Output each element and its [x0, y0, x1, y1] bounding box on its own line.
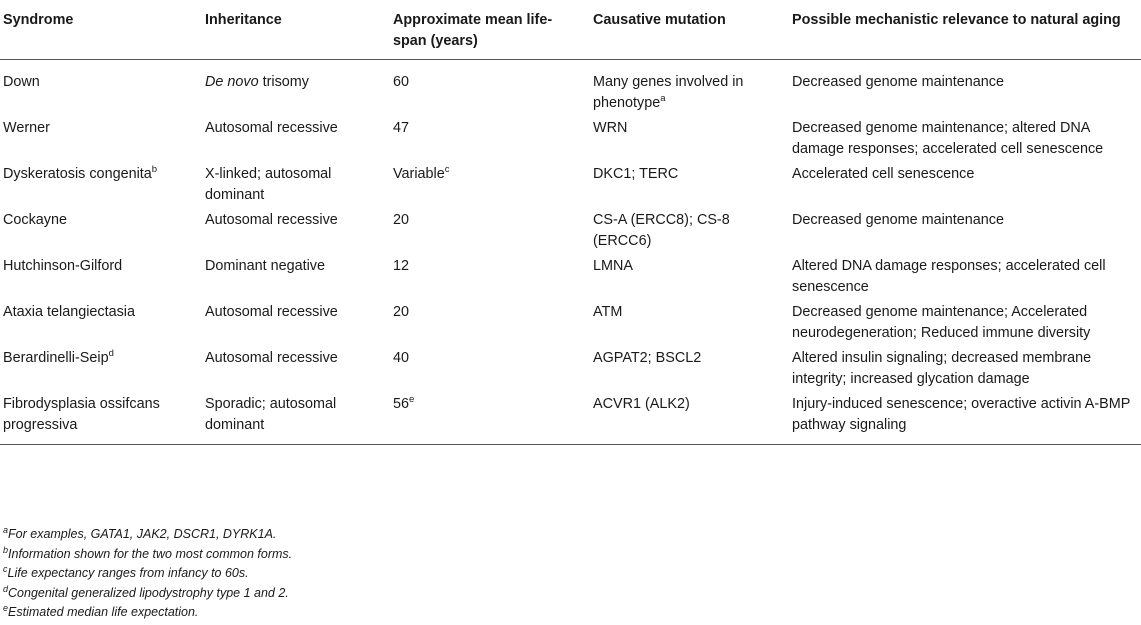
- header-relevance: Possible mechanistic relevance to natural aging: [792, 4, 1141, 60]
- cell-mutation-mutation: CS-A (ERCC8); CS-8 (ERCC6): [593, 212, 730, 249]
- cell-mutation: [593, 256, 792, 302]
- cell-mutation-mutation-sup: a: [660, 93, 666, 104]
- cell-inheritance: [205, 256, 393, 302]
- cell-lifespan: [393, 210, 593, 256]
- cell-inheritance-inheritance: trisomy: [258, 74, 309, 90]
- footnote-text: Life expectancy ranges from infancy to 60s.: [7, 566, 249, 580]
- cell-inheritance: [205, 348, 393, 394]
- cell-syndrome-syndrome: Down: [3, 74, 40, 90]
- cell-lifespan-lifespan: 20: [393, 212, 410, 228]
- cell-syndrome-syndrome: Hutchinson-Gilford: [3, 258, 123, 274]
- footnote-text: Estimated median life expectation.: [8, 605, 199, 619]
- cell-lifespan-lifespan: 60: [393, 74, 410, 90]
- cell-lifespan-lifespan: 47: [393, 120, 410, 136]
- cell-inheritance: [205, 210, 393, 256]
- cell-inheritance-inheritance: Autosomal recessive: [205, 350, 338, 366]
- cell-inheritance-inheritance: Autosomal recessive: [205, 120, 338, 136]
- table-row: [0, 60, 1141, 119]
- footnote-mark: b: [3, 544, 9, 555]
- cell-relevance-relevance: Decreased genome maintenance: [792, 74, 1004, 90]
- cell-syndrome-syndrome-sup: d: [108, 348, 114, 359]
- header-inheritance: Inheritance: [205, 4, 393, 60]
- cell-syndrome-syndrome: Fibrodysplasia ossifcans progressiva: [3, 396, 160, 433]
- cell-lifespan: [393, 256, 593, 302]
- cell-lifespan-lifespan: 20: [393, 304, 410, 320]
- cell-inheritance-inheritance: X-linked; autosomal dominant: [205, 166, 332, 203]
- footnote: [3, 525, 292, 545]
- cell-mutation: [593, 60, 792, 119]
- table-row: [0, 164, 1141, 210]
- cell-mutation-mutation: Many genes involved in phenotype: [593, 74, 744, 111]
- table-row: [0, 394, 1141, 445]
- footnote-text: Information shown for the two most common forms.: [8, 546, 293, 561]
- footnote-mark: c: [3, 564, 8, 574]
- cell-relevance-relevance: Altered DNA damage responses; accelerated cell senescence: [792, 258, 1106, 295]
- footnote: [3, 545, 292, 565]
- footnote-mark: a: [3, 525, 9, 535]
- footnote: [3, 564, 292, 584]
- cell-syndrome: [0, 256, 205, 302]
- table-row: [0, 118, 1141, 164]
- cell-lifespan: [393, 164, 593, 210]
- cell-relevance: [792, 302, 1141, 348]
- header-lifespan: Approximate mean life-span (years): [393, 4, 593, 60]
- cell-lifespan: [393, 302, 593, 348]
- cell-mutation: [593, 394, 792, 445]
- table-row: [0, 302, 1141, 348]
- cell-lifespan-lifespan: 40: [393, 350, 410, 366]
- cell-mutation: [593, 210, 792, 256]
- cell-mutation-mutation: ACVR1 (ALK2): [593, 396, 690, 412]
- cell-relevance: [792, 210, 1141, 256]
- table-header-row: [0, 4, 1141, 60]
- cell-lifespan: [393, 60, 593, 119]
- table-row: [0, 348, 1141, 394]
- cell-lifespan: [393, 348, 593, 394]
- footnote-mark: d: [3, 583, 9, 594]
- cell-inheritance: [205, 302, 393, 348]
- cell-inheritance: [205, 394, 393, 445]
- cell-mutation-mutation: DKC1; TERC: [593, 166, 679, 182]
- cell-syndrome: [0, 302, 205, 348]
- cell-syndrome: [0, 394, 205, 445]
- footnote-text: For examples, GATA1, JAK2, DSCR1, DYRK1A.: [8, 527, 277, 541]
- syndromes-table: [0, 4, 1141, 445]
- footnote-mark: e: [3, 603, 9, 613]
- cell-mutation-mutation: WRN: [593, 120, 628, 136]
- cell-relevance-relevance: Injury-induced senescence; overactive activin A-BMP pathway signaling: [792, 396, 1131, 433]
- cell-lifespan-lifespan: 12: [393, 258, 410, 274]
- footnote: [3, 584, 292, 604]
- cell-syndrome-syndrome: Werner: [3, 120, 50, 136]
- table-row: [0, 256, 1141, 302]
- cell-lifespan-lifespan-sup: e: [409, 394, 415, 405]
- cell-syndrome: [0, 210, 205, 256]
- cell-mutation: [593, 164, 792, 210]
- cell-relevance: [792, 348, 1141, 394]
- cell-syndrome: [0, 118, 205, 164]
- cell-syndrome-syndrome: Ataxia telangiectasia: [3, 304, 135, 320]
- cell-syndrome: [0, 348, 205, 394]
- cell-inheritance-inheritance-em: De novo: [205, 74, 259, 90]
- cell-inheritance-inheritance: Autosomal recessive: [205, 212, 338, 228]
- cell-syndrome: [0, 164, 205, 210]
- cell-relevance: [792, 256, 1141, 302]
- cell-mutation: [593, 302, 792, 348]
- cell-relevance-relevance: Altered insulin signaling; decreased membrane integrity; increased glycation damage: [792, 350, 1092, 387]
- cell-lifespan-lifespan: Variable: [393, 166, 445, 182]
- cell-lifespan-lifespan-sup: c: [444, 164, 450, 175]
- cell-inheritance-inheritance: Dominant negative: [205, 258, 325, 274]
- cell-relevance: [792, 118, 1141, 164]
- cell-relevance-relevance: Decreased genome maintenance; Accelerated neurodegeneration; Reduced immune diversity: [792, 304, 1091, 341]
- cell-mutation-mutation: AGPAT2; BSCL2: [593, 350, 702, 366]
- cell-syndrome-syndrome: Dyskeratosis congenita: [3, 166, 152, 182]
- cell-mutation-mutation: LMNA: [593, 258, 633, 274]
- cell-lifespan: [393, 118, 593, 164]
- cell-lifespan: [393, 394, 593, 445]
- footnote-text: Congenital generalized lipodystrophy type 1 and 2.: [8, 585, 289, 600]
- cell-mutation-mutation: ATM: [593, 304, 623, 320]
- cell-inheritance-inheritance: Sporadic; autosomal dominant: [205, 396, 337, 433]
- cell-inheritance: [205, 118, 393, 164]
- table-row: [0, 210, 1141, 256]
- cell-lifespan-lifespan: 56: [393, 396, 410, 412]
- footnotes: [3, 525, 292, 623]
- cell-syndrome: [0, 60, 205, 119]
- cell-mutation: [593, 348, 792, 394]
- cell-syndrome-syndrome: Berardinelli-Seip: [3, 350, 109, 366]
- cell-inheritance: [205, 164, 393, 210]
- header-mutation: Causative mutation: [593, 4, 792, 60]
- table-body: [0, 60, 1141, 445]
- header-syndrome: Syndrome: [0, 4, 205, 60]
- footnote: [3, 603, 292, 623]
- cell-relevance-relevance: Decreased genome maintenance; altered DNA damage responses; accelerated cell senescence: [792, 120, 1104, 157]
- cell-relevance: [792, 164, 1141, 210]
- cell-inheritance-inheritance: Autosomal recessive: [205, 304, 338, 320]
- cell-relevance: [792, 394, 1141, 445]
- cell-relevance-relevance: Decreased genome maintenance: [792, 212, 1004, 228]
- cell-syndrome-syndrome: Cockayne: [3, 212, 67, 228]
- cell-inheritance: [205, 60, 393, 119]
- cell-syndrome-syndrome-sup: b: [151, 164, 158, 175]
- cell-mutation: [593, 118, 792, 164]
- cell-relevance: [792, 60, 1141, 119]
- cell-relevance-relevance: Accelerated cell senescence: [792, 166, 975, 182]
